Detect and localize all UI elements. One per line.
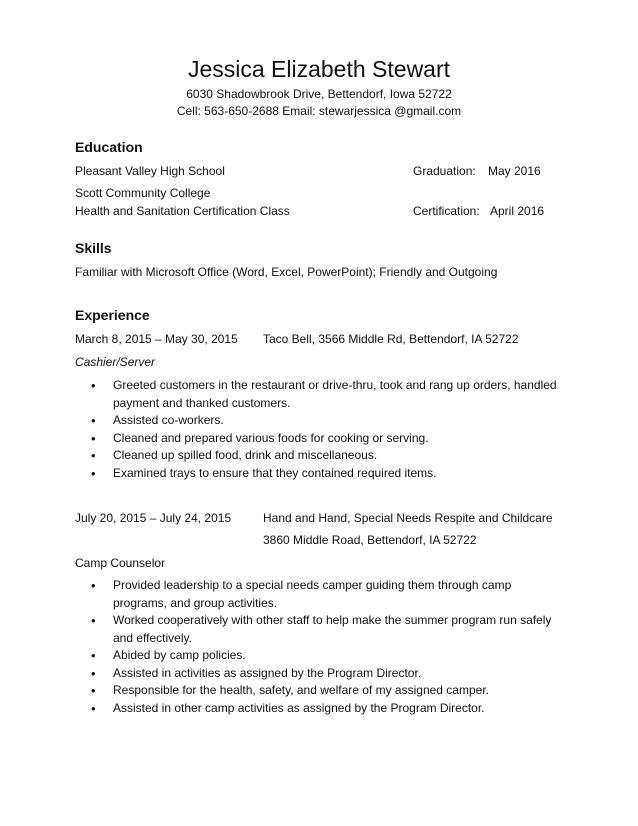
job2-address: 3860 Middle Road, Bettendorf, IA 52722 [263,533,477,547]
list-item: • Greeted customers in the restaurant or drive-thru, took and rang up orders, handled payment and thanked customers. [75,377,565,412]
job1-title: Cashier/Server [75,355,156,369]
graduation-date: May 2016 [488,164,541,178]
list-item: • Assisted co-workers. [75,412,565,430]
graduation-label: Graduation: [413,164,476,178]
list-item: • Abided by camp policies. [75,647,565,665]
certification-date: April 2016 [490,204,545,218]
list-item: • Assisted in other camp activities as assigned by the Program Director. [75,700,565,718]
list-item: • Examined trays to ensure that they contained required items. [75,465,565,483]
education-class: Health and Sanitation Certification Class [75,204,290,218]
resume-name: Jessica Elizabeth Stewart [187,56,451,82]
job1-employer: Taco Bell, 3566 Middle Rd, Bettendorf, IA 52722 [263,332,519,346]
list-item: • Cleaned and prepared various foods for cooking or serving. [75,430,565,448]
job2-employer: Hand and Hand, Special Needs Respite and Childcare [263,511,553,525]
job2-dates: July 20, 2015 – July 24, 2015 [75,511,232,525]
education-heading: Education [75,139,143,155]
job1-dates: March 8, 2015 – May 30, 2015 [75,332,238,346]
education-school-1: Pleasant Valley High School [75,164,225,178]
job2-title: Camp Counselor [75,556,166,570]
list-item: • Worked cooperatively with other staff to help make the summer program run safely and effectively. [75,612,565,647]
list-item: • Responsible for the health, safety, and welfare of my assigned camper. [75,682,565,700]
experience-heading: Experience [75,307,150,323]
skills-heading: Skills [75,240,112,256]
header-contact: Cell: 563-650-2688 Email: stewarjessica @gmail.com [176,104,462,118]
list-item: • Assisted in activities as assigned by the Program Director. [75,665,565,683]
list-item: • Cleaned up spilled food, drink and miscellaneous. [75,447,565,465]
skills-text: Familiar with Microsoft Office (Word, Excel, PowerPoint); Friendly and Outgoing [75,265,498,279]
education-school-2: Scott Community College [75,186,211,200]
job2-duties-list [75,577,565,717]
header-address: 6030 Shadowbrook Drive, Bettendorf, Iowa 52722 [186,87,452,101]
list-item: • Provided leadership to a special needs camper guiding them through camp programs, and group activities. [75,577,565,612]
job1-duties-list [75,377,565,482]
certification-label: Certification: [413,204,480,218]
